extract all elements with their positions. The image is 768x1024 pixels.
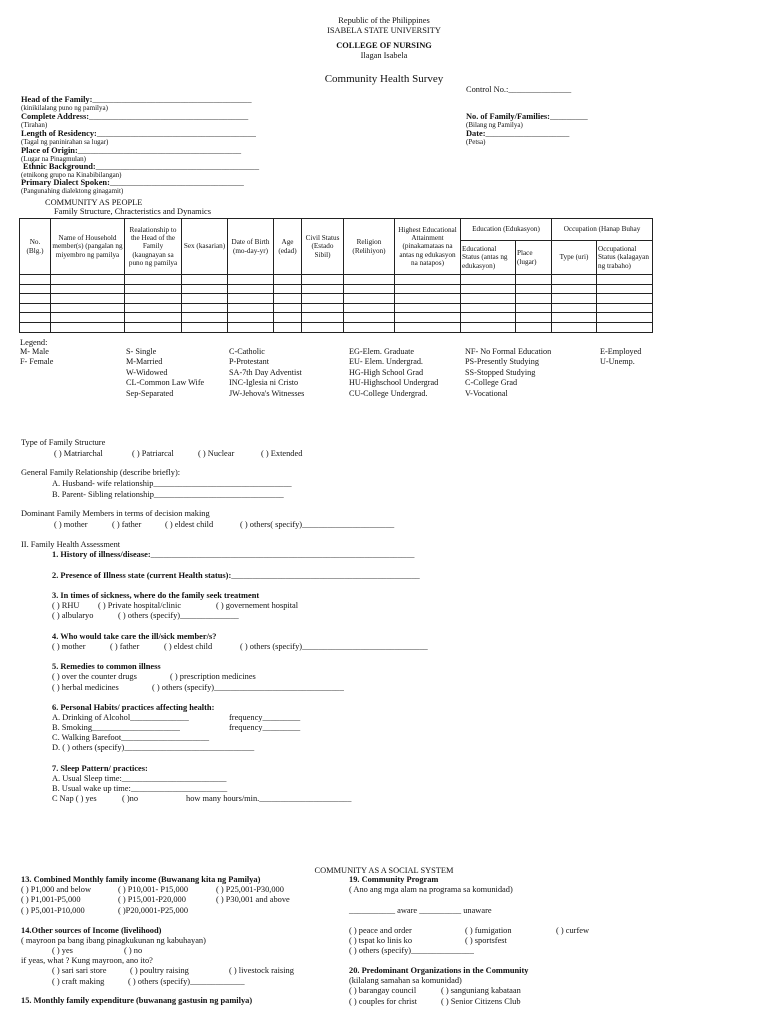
wake-time-field[interactable]: B. Usual wake up time:_______________________ xyxy=(52,784,228,793)
walking-barefoot-field[interactable]: C. Walking Barefoot_____________________ xyxy=(52,733,210,742)
legend-occupation xyxy=(600,347,641,368)
field-line: ____________________ xyxy=(485,129,570,138)
header-cell: Education (Edukasyon) xyxy=(461,219,552,241)
field-line: _______________________________________ xyxy=(77,146,242,155)
income-option[interactable]: ( ) P25,001-P30,000 xyxy=(216,885,284,894)
drinking-frequency-field[interactable]: frequency_________ xyxy=(229,713,301,722)
control-no-field[interactable]: Control No.:_______________ xyxy=(466,85,572,94)
option-patriarcal[interactable]: ( ) Patriarcal xyxy=(132,449,174,458)
other-habits-field[interactable]: D. ( ) others (specify)_______________________________ xyxy=(52,743,255,752)
header-cell: Age (edad) xyxy=(274,219,302,275)
option-others[interactable]: ( ) others (specify)_______________ xyxy=(349,946,474,955)
option-cfc[interactable]: ( ) couples for christ xyxy=(349,997,417,1006)
option-sportsfest[interactable]: ( ) sportsfest xyxy=(465,936,507,945)
republic-line: Republic of the Philippines xyxy=(338,16,430,25)
field-sub: (Lugar na Pinagmulan) xyxy=(21,155,86,163)
table-row[interactable] xyxy=(20,275,653,285)
option-eldest-child[interactable]: ( ) eldest child xyxy=(164,642,213,651)
legend-attainment xyxy=(349,347,438,399)
subheader-cell: Place (lugar) xyxy=(516,241,552,275)
field-label: No. of Family/Families: xyxy=(466,112,550,121)
legend-item: Sep-Separated xyxy=(126,388,174,398)
legend-item: EG-Elem. Graduate xyxy=(349,347,415,356)
option-extended[interactable]: ( ) Extended xyxy=(261,449,303,458)
relationship-title: General Family Relationship (describe briefly): xyxy=(21,468,181,477)
question-sub: (kilalang samahan sa komunidad) xyxy=(349,976,462,985)
option-father[interactable]: ( ) father xyxy=(112,520,142,529)
college-location: Ilagan Isabela xyxy=(360,51,408,60)
section-title-social: COMMUNITY AS A SOCIAL SYSTEM xyxy=(314,866,454,875)
option-others[interactable]: ( ) others (specify)______________________________ xyxy=(240,642,428,651)
option-craft[interactable]: ( ) craft making xyxy=(52,977,105,986)
legend-education xyxy=(465,347,551,399)
illness-state-field[interactable] xyxy=(52,571,420,581)
legend-item: JW-Jehova's Witnesses xyxy=(229,388,305,398)
legend-item: SS-Stopped Studying xyxy=(465,367,536,377)
legend-civil-status xyxy=(126,347,204,399)
option-father[interactable]: ( ) father xyxy=(110,642,140,651)
nap-hours-field[interactable]: how many hours/min.______________________ xyxy=(186,794,352,803)
legend-item: P-Protestant xyxy=(229,357,270,367)
legend-item: S- Single xyxy=(126,347,157,356)
option-sari-sari[interactable]: ( ) sari sari store xyxy=(52,966,107,975)
header-cell: Realationship to the Head of the Family (kaugnayan sa puno ng pamilya xyxy=(125,219,182,275)
option-prescription[interactable]: ( ) prescription medicines xyxy=(170,672,256,681)
legend-item: M- Male xyxy=(20,347,49,356)
dominant-title: Dominant Family Members in terms of decision making xyxy=(21,509,210,518)
college-name: COLLEGE OF NURSING xyxy=(336,41,432,50)
table-row[interactable] xyxy=(20,294,653,304)
field-line: ______________________________________ xyxy=(89,112,249,121)
field-label: Length of Residency: xyxy=(21,129,97,138)
field-sub: (Tirahan) xyxy=(21,121,48,129)
field-sub: (Petsa) xyxy=(466,138,486,146)
option-curfew[interactable]: ( ) curfew xyxy=(556,926,590,935)
option-fumigation[interactable]: ( ) fumigation xyxy=(465,926,512,935)
field-line: _________ xyxy=(549,112,588,121)
question-label: 13. Combined Monthly family income (Buwanang kita ng Pamilya) xyxy=(21,875,261,884)
question-label: 19. Community Program xyxy=(349,875,439,884)
option-eldest-child[interactable]: ( ) eldest child xyxy=(165,520,214,529)
field-line: ______________________________________ xyxy=(92,95,252,104)
legend-item: C-College Grad xyxy=(465,378,518,388)
header-cell: Highest Educational Attainment (pinakamataas na antas ng edukasyon na natapos) xyxy=(395,219,461,275)
option-others[interactable]: ( ) others( specify)______________________ xyxy=(240,520,395,529)
field-label: Head of the Family: xyxy=(21,95,93,104)
legend-religion xyxy=(229,347,304,399)
option-senior-citizens[interactable]: ( ) Senior Citizens Club xyxy=(441,997,521,1006)
question-label: 3. In times of sickness, where do the family seek treatment xyxy=(52,591,260,600)
question-label: 15. Monthly family expenditure (buwanang gastusin ng pamilya) xyxy=(21,996,253,1005)
history-of-illness-field[interactable] xyxy=(52,550,414,560)
question-label: 2. Presence of Illness state (current Health status): xyxy=(52,571,232,580)
question-label: 1. History of illness/disease: xyxy=(52,550,151,559)
option-matriarchal[interactable]: ( ) Matriarchal xyxy=(54,449,103,458)
field-sub: (Bilang ng Pamilya) xyxy=(466,121,523,129)
option-others[interactable]: ( ) others (specify)_______________________________ xyxy=(152,683,344,692)
legend-item: PS-Presently Studying xyxy=(465,357,539,367)
legend-sex xyxy=(20,347,53,368)
field-line: ______________________________________ xyxy=(96,129,256,138)
option-nuclear[interactable]: ( ) Nuclear xyxy=(198,449,235,458)
subheader-cell: Educational Status (antas ng edukasyon) xyxy=(461,241,516,275)
nap-yes-option[interactable]: C Nap ( ) yes xyxy=(52,794,97,803)
section-title-people: COMMUNITY AS PEOPLE xyxy=(45,198,143,207)
option-livestock[interactable]: ( ) livestock raising xyxy=(229,966,294,975)
legend-item: SA-7th Day Adventist xyxy=(229,367,302,377)
field-line: _______________________________________ xyxy=(95,162,259,171)
field-label: Primary Dialect Spoken: xyxy=(21,178,110,187)
option-others[interactable]: ( ) others (specify)______________ xyxy=(118,611,239,620)
option-mother[interactable]: ( ) mother xyxy=(52,642,86,651)
option-albularyo[interactable]: ( ) albularyo xyxy=(52,611,94,620)
legend-item: NF- No Formal Education xyxy=(465,347,552,356)
legend-item: CU-College Undergrad. xyxy=(349,388,428,398)
income-option[interactable]: ( ) P1,000 and below xyxy=(21,885,92,894)
legend-item: F- Female xyxy=(20,357,54,367)
field-line: ________________________________ xyxy=(109,178,244,187)
legend-item: INC-Iglesia ni Cristo xyxy=(229,378,299,388)
page-title: Community Health Survey xyxy=(324,73,444,85)
option-private-hospital[interactable]: ( ) Private hospital/clinic xyxy=(98,601,182,610)
income-option[interactable]: ( ) P30,001 and above xyxy=(216,895,290,904)
question-sub: if yeas, what ? Kung mayroon, ano ito? xyxy=(21,956,153,965)
field-label: Date: xyxy=(466,129,486,138)
option-tspat[interactable]: ( ) tspat ko linis ko xyxy=(349,936,413,945)
subheader-cell: Occupational Status (kalagayan ng trabaho) xyxy=(597,241,653,275)
family-structure-title: Type of Family Structure xyxy=(21,438,106,447)
legend-item: U-Unemp. xyxy=(600,357,635,367)
field-sub: (Pangunahing dialektong ginagamit) xyxy=(21,187,124,195)
header-cell: Date of Birth (mo-day-yr) xyxy=(228,219,274,275)
legend-item: HG-High School Grad xyxy=(349,367,424,377)
smoking-frequency-field[interactable]: frequency_________ xyxy=(229,723,301,732)
legend-title: Legend: xyxy=(20,338,48,347)
university-name: ISABELA STATE UNIVERSITY xyxy=(327,26,441,35)
legend-item: C-Catholic xyxy=(229,347,265,356)
option-herbal[interactable]: ( ) herbal medicines xyxy=(52,683,119,692)
field-label: Ethnic Background: xyxy=(23,162,96,171)
income-option[interactable]: ( )P20,0001-P25,000 xyxy=(118,906,189,915)
header-cell: Sex (kasarian) xyxy=(182,219,228,275)
option-others[interactable]: ( ) others (specify)_____________ xyxy=(128,977,245,986)
option-mother[interactable]: ( ) mother xyxy=(54,520,88,529)
question-label: 4. Who would take care the ill/sick member/s? xyxy=(52,632,217,641)
income-option[interactable]: ( ) P10,001- P15,000 xyxy=(118,885,189,894)
drinking-field[interactable]: A. Drinking of Alcohol______________ xyxy=(52,713,189,722)
legend-item: E-Employed xyxy=(600,347,642,356)
table-row[interactable] xyxy=(20,303,653,313)
question-label: 14.Other sources of Income (livelihood) xyxy=(21,926,162,935)
header-cell: No. (Blg.) xyxy=(20,219,51,275)
aware-unaware-field[interactable]: ___________ aware __________ unaware xyxy=(349,906,492,915)
question-label: 6. Personal Habits/ practices affecting health: xyxy=(52,703,215,712)
complete-address-field[interactable] xyxy=(21,112,248,122)
option-otc-drugs[interactable]: ( ) over the counter drugs xyxy=(52,672,137,681)
table-row[interactable] xyxy=(20,284,653,294)
option-government-hospital[interactable]: ( ) governement hospital xyxy=(216,601,299,610)
legend-item: CL-Common Law Wife xyxy=(126,378,205,388)
option-barangay-council[interactable]: ( ) barangay council xyxy=(349,986,417,995)
field-line: _____________________________________________ xyxy=(231,571,420,580)
smoking-field[interactable]: B. Smoking_____________________ xyxy=(52,723,180,732)
table-row[interactable] xyxy=(20,313,653,323)
section-subtitle: Family Structure, Chracteristics and Dynamics xyxy=(54,207,211,216)
option-sk[interactable]: ( ) sanguniang kabataan xyxy=(441,986,521,995)
income-yes-option[interactable]: ( ) yes xyxy=(52,946,73,955)
option-rhu[interactable]: ( ) RHU xyxy=(52,601,80,610)
legend-item: V-Vocational xyxy=(465,388,508,398)
header-cell: Name of Household member(s) (pangalan ng miyembro ng pamilya xyxy=(51,219,125,275)
legend-item: M-Married xyxy=(126,357,163,367)
income-option[interactable]: ( ) P5,001-P10,000 xyxy=(21,906,85,915)
field-label: Place of Origin: xyxy=(21,146,78,155)
field-sub: (kinikilalang puno ng pamilya) xyxy=(21,104,108,112)
husband-wife-field[interactable]: A. Husband- wife relationship_________________________________ xyxy=(52,479,292,488)
sleep-time-field[interactable]: A. Usual Sleep time:_________________________ xyxy=(52,774,227,783)
legend-item: W-Widowed xyxy=(126,367,168,377)
question-label: 20. Predominant Organizations in the Community xyxy=(349,966,529,975)
parent-sibling-field[interactable]: B. Parent- Sibling relationship_______________________________ xyxy=(52,490,284,499)
header-cell: Occupation (Hanap Buhay xyxy=(552,219,653,241)
assessment-title: II. Family Health Assessment xyxy=(21,540,121,549)
question-sub: ( mayroon pa bang ibang pinagkukunan ng kabuhayan) xyxy=(21,936,206,945)
income-option[interactable]: ( ) P15,001-P20,000 xyxy=(118,895,186,904)
field-sub: (Tagal ng paninirahan sa lugar) xyxy=(21,138,109,146)
income-no-option[interactable]: ( ) no xyxy=(124,946,143,955)
option-peace-order[interactable]: ( ) peace and order xyxy=(349,926,412,935)
question-label: 5. Remedies to common illness xyxy=(52,662,161,671)
field-sub: (etnikong grupo na Kinabibilangan) xyxy=(21,171,122,179)
legend-item: EU- Elem. Undergrad. xyxy=(349,357,423,367)
header-cell: Religion (Relihiyon) xyxy=(344,219,395,275)
question-label: 7. Sleep Pattern/ practices: xyxy=(52,764,148,773)
field-label: Complete Address: xyxy=(21,112,90,121)
subheader-cell: Type (uri) xyxy=(552,241,597,275)
table-row[interactable] xyxy=(20,322,653,332)
family-table xyxy=(19,218,653,333)
option-poultry[interactable]: ( ) poultry raising xyxy=(130,966,189,975)
field-line: _______________________________________________________________ xyxy=(150,550,415,559)
nap-no-option[interactable]: ( )no xyxy=(122,794,139,803)
question-sub: ( Ano ang mga alam na programa sa komunidad) xyxy=(349,885,513,894)
legend-item: HU-Highschool Undergrad xyxy=(349,378,439,388)
income-option[interactable]: ( ) P1,001-P5,000 xyxy=(21,895,81,904)
header-cell: Civil Status (Estado Sibil) xyxy=(302,219,344,275)
